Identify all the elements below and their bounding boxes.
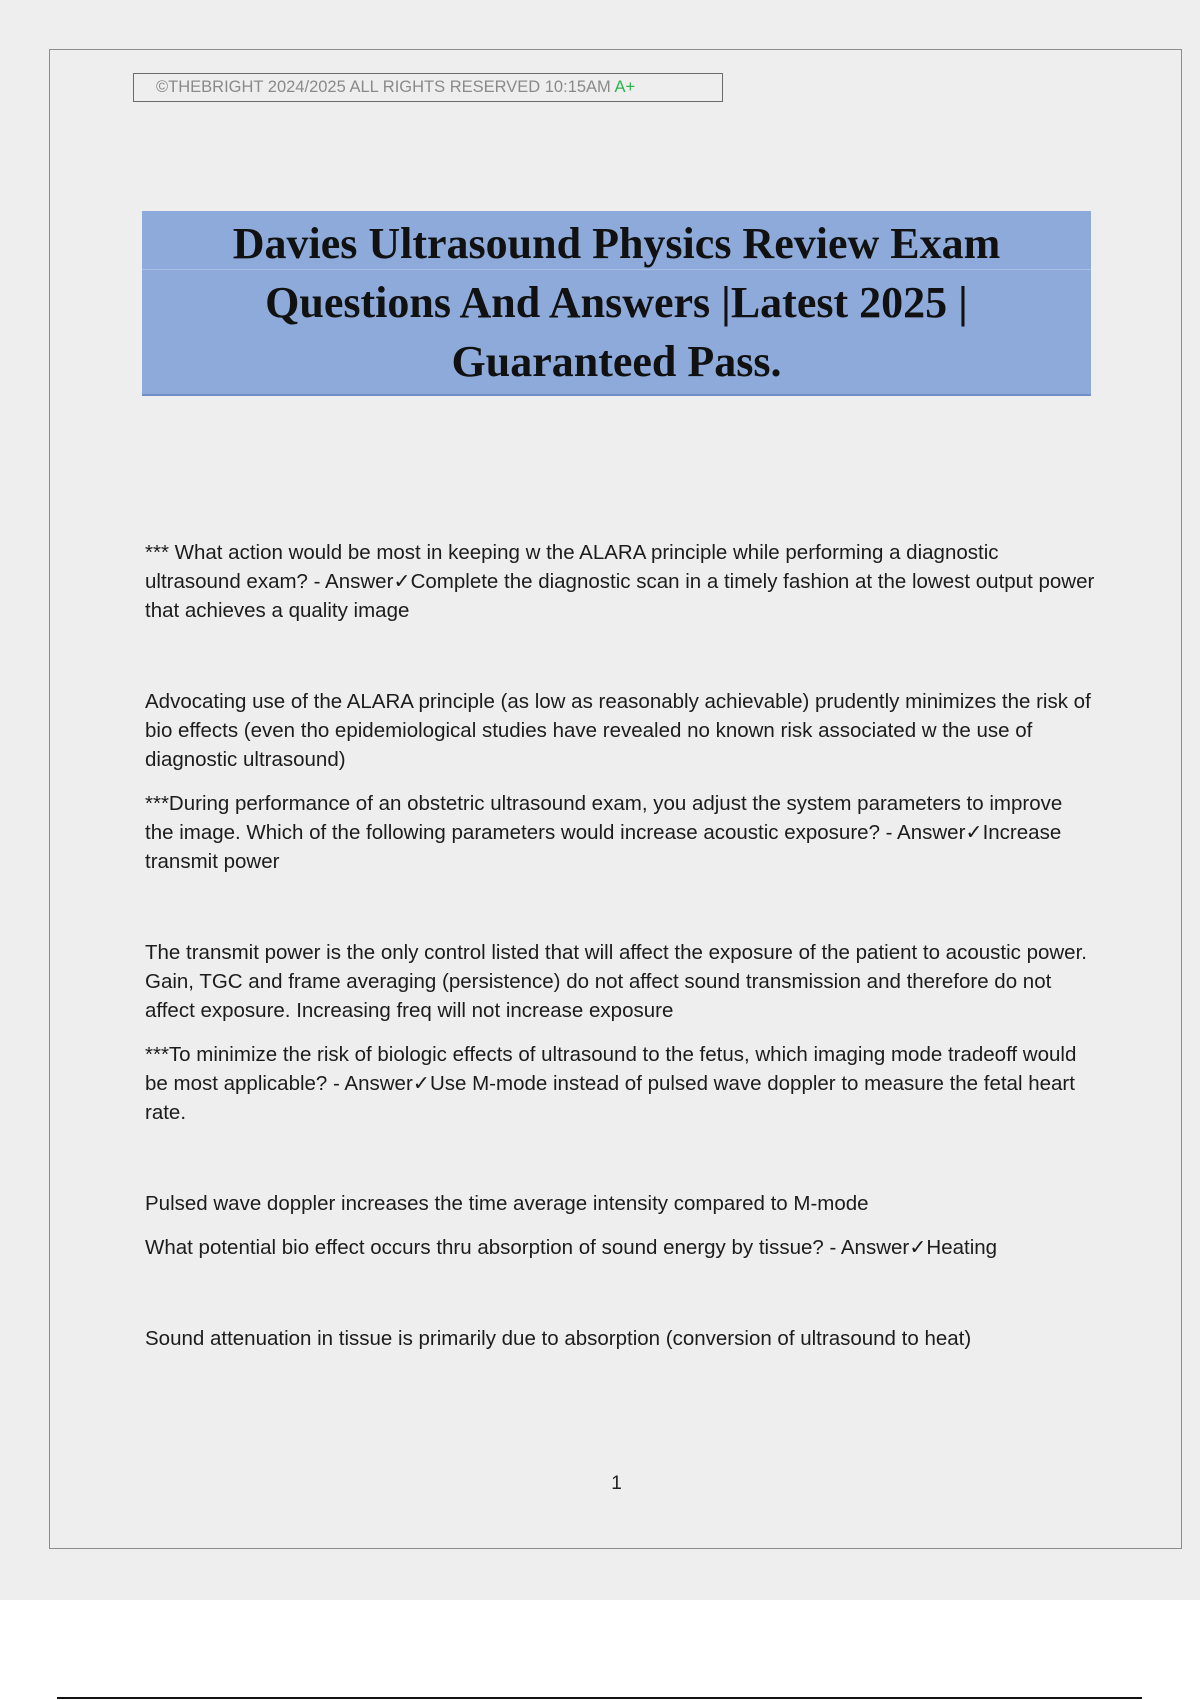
explanation-attenuation: Sound attenuation in tissue is primarily due to absorption (conversion of ultrasound to heat) xyxy=(145,1327,972,1350)
explanation-pulsed-wave: Pulsed wave doppler increases the time average intensity compared to M-mode xyxy=(145,1192,869,1215)
question-imaging-mode: ***To minimize the risk of biologic effects of ultrasound to the fetus, which imaging mode tradeoff would be most applicable? - Answer✓Use M-mode instead of pulsed wave doppler to measure the fetal heart rate. xyxy=(145,1043,1077,1124)
document-title xyxy=(142,214,1091,391)
page-number: 1 xyxy=(611,1473,622,1494)
document-body xyxy=(145,538,1095,1353)
footer-rule xyxy=(57,1697,1142,1699)
question-bio-effect: What potential bio effect occurs thru absorption of sound energy by tissue? - Answer✓Heating xyxy=(145,1236,998,1259)
grade-badge: A+ xyxy=(614,78,636,96)
explanation-transmit-power: The transmit power is the only control listed that will affect the exposure of the patient to acoustic power. Gain, TGC and frame averaging (persistence) do not affect sound transmission and therefore do not affect exposure. Increasing freq will not increase exposure xyxy=(145,941,1087,1022)
title-line-3: Guaranteed Pass. xyxy=(451,337,782,386)
title-box xyxy=(142,211,1091,396)
question-alara: *** What action would be most in keeping w the ALARA principle while performing a diagnostic ultrasound exam? - Answer✓Complete the diagnostic scan in a timely fashion at the lowest output power that achieves a quality image xyxy=(145,541,1095,622)
title-line-2: Questions And Answers |Latest 2025 | xyxy=(265,278,968,327)
question-acoustic-exposure: ***During performance of an obstetric ultrasound exam, you adjust the system parameters to improve the image. Which of the following parameters would increase acoustic exposure? - Answer✓Increase transmit power xyxy=(145,792,1063,873)
title-line-1: Davies Ultrasound Physics Review Exam xyxy=(232,219,1001,268)
explanation-alara: Advocating use of the ALARA principle (as low as reasonably achievable) prudently minimizes the risk of bio effects (even tho epidemiological studies have revealed no known risk associated w the use of diagnostic ultrasound) xyxy=(145,690,1091,771)
copyright-text: ©THEBRIGHT 2024/2025 ALL RIGHTS RESERVED 10:15AM xyxy=(156,78,611,96)
copyright-banner xyxy=(133,73,723,102)
